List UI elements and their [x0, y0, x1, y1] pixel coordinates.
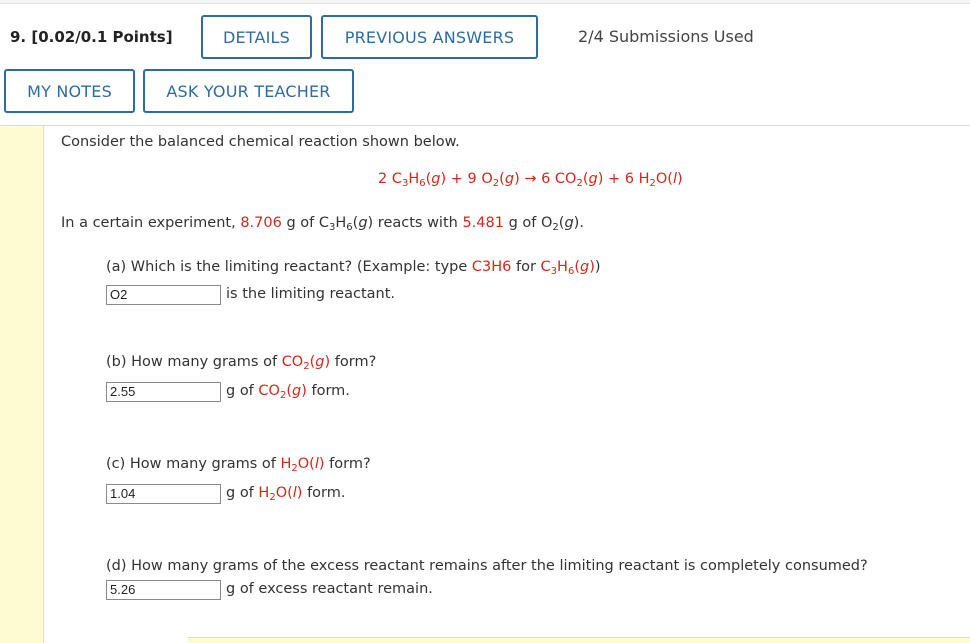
part-a-suffix: is the limiting reactant.: [226, 286, 396, 302]
part-a-question-prefix: (a) Which is the limiting reactant? (Example: type: [106, 259, 468, 275]
balanced-equation: 2 $C_3H_6(g) + 9$ $O_2(g) \to 6$ $CO_2(g) + 6$ $H_2O(l)$: [378, 171, 683, 189]
part-c-suffix-prefix: g of: [226, 485, 254, 501]
previous-answers-button[interactable]: PREVIOUS ANSWERS: [321, 15, 538, 59]
mass-c3h6: 8.706: [240, 215, 282, 231]
experiment-statement: In a certain experiment, 8.706 g of $C_3H_6(g)$ reacts with 5.481 g of $O_2(g)$.: [61, 215, 584, 233]
submissions-used-text: 2/4 Submissions Used: [578, 27, 754, 46]
part-b-question: (b) How many grams of $CO_2(g)$ form?: [106, 354, 377, 372]
bottom-highlight-bar: [188, 637, 970, 643]
part-d-suffix: g of excess reactant remain.: [226, 581, 433, 597]
part-d-question: (d) How many grams of the excess reactant remains after the limiting reactant is completely consumed?: [106, 558, 868, 574]
left-margin-bar: [0, 126, 44, 643]
part-b-answer-input[interactable]: 2.55: [106, 382, 221, 402]
part-c-answer-input[interactable]: 1.04: [106, 484, 221, 504]
header-divider: [0, 125, 970, 126]
part-b-suffix-prefix: g of: [226, 383, 254, 399]
part-c-question: (c) How many grams of $H_2O(l)$ form?: [106, 456, 371, 474]
part-b-suffix-end: form.: [311, 383, 350, 399]
part-a-question-mid: for: [516, 259, 536, 275]
part-c-suffix-end: form.: [307, 485, 346, 501]
ask-your-teacher-button[interactable]: ASK YOUR TEACHER: [143, 69, 354, 113]
question-points-label: 9. [0.02/0.1 Points]: [10, 28, 173, 46]
details-button[interactable]: DETAILS: [201, 15, 312, 59]
part-c-question-prefix: (c) How many grams of: [106, 456, 276, 472]
part-b-question-prefix: (b) How many grams of: [106, 354, 278, 370]
part-a-answer-input[interactable]: O2: [106, 285, 221, 305]
part-c-question-suffix: form?: [329, 456, 371, 472]
part-b-suffix: g of $CO_2(g)$ form.: [226, 383, 350, 401]
part-a-question: (a) Which is the limiting reactant? (Example: type C3H6 for $C_3H_6(g)$): [106, 259, 601, 277]
part-d-answer-input[interactable]: 5.26: [106, 580, 221, 600]
part-b-question-suffix: form?: [334, 354, 377, 370]
experiment-prefix: In a certain experiment,: [61, 215, 236, 231]
problem-intro: Consider the balanced chemical reaction shown below.: [61, 134, 460, 150]
part-a-example: C3H6: [471, 259, 512, 275]
my-notes-button[interactable]: MY NOTES: [4, 69, 135, 113]
top-rule: [0, 0, 970, 4]
part-c-suffix: g of $H_2O(l)$ form.: [226, 485, 346, 503]
mass-o2: 5.481: [462, 215, 504, 231]
